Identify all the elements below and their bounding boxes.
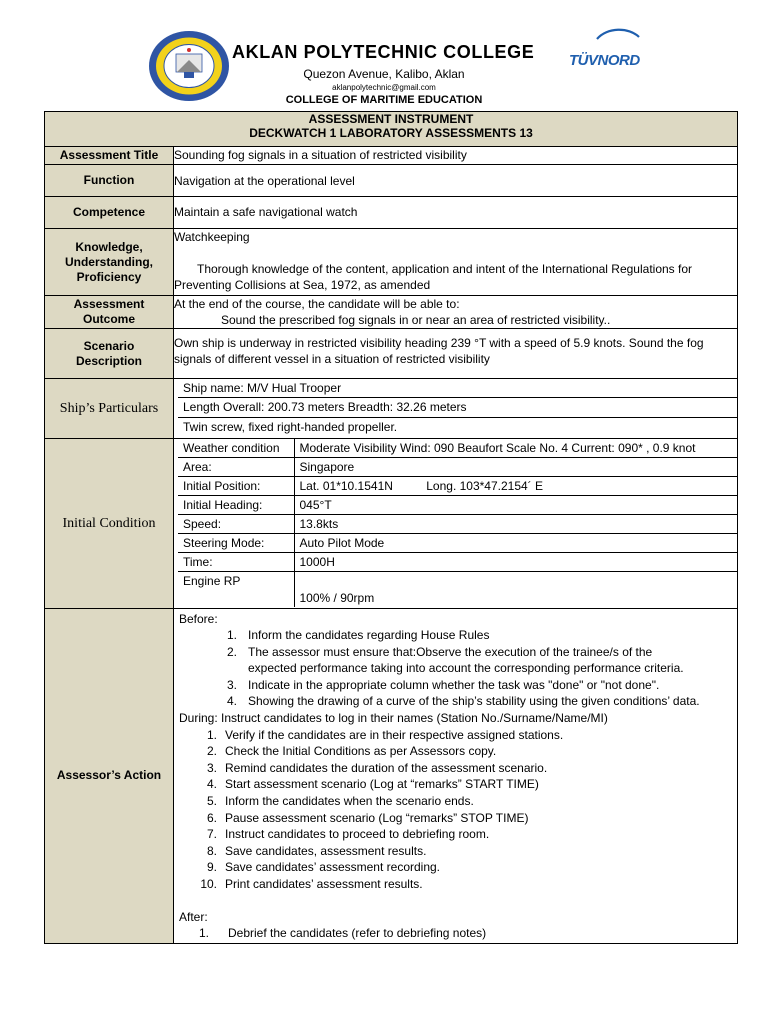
label-knowledge: Knowledge, Understanding, Proficiency xyxy=(45,229,174,296)
ship-name: Ship name: M/V Hual Trooper xyxy=(178,379,737,398)
condition-row: Weather condition Moderate Visibility Wind: 090 Beaufort Scale No. 4 Current: 090* , 0.9 knot xyxy=(178,439,737,458)
during-heading: During: Instruct candidates to log in their names (Station No./Surname/Name/MI) xyxy=(179,711,608,726)
department-name: COLLEGE OF MARITIME EDUCATION xyxy=(285,94,483,106)
value-assessor-action xyxy=(174,608,738,943)
row-knowledge xyxy=(45,229,738,296)
college-name: AKLAN POLYTECHNIC COLLEGE xyxy=(232,42,535,62)
value-outcome: At the end of the course, the candidate will be able to: Sound the prescribed fog signals in or near an area of restricted visibility.. xyxy=(174,296,738,329)
condition-row: Initial Position: Lat. 01*10.1541N Long. 103*47.2154´ E xyxy=(178,476,737,495)
title-row xyxy=(45,112,738,147)
college-email: aklanpolytechnic@gmail.com xyxy=(332,83,436,92)
initial-condition-cell xyxy=(174,438,738,608)
list-item: 4. Start assessment scenario (Log at “remarks” START TIME) xyxy=(206,777,539,792)
list-item: 1. Verify if the candidates are in their respective assigned stations. xyxy=(206,727,564,742)
value-scenario: Own ship is underway in restricted visibility heading 239 °T with a speed of 5.9 knots. Sound the fog signals of different vessel in a situation of restricted visibility xyxy=(174,329,738,379)
row-function xyxy=(45,165,738,197)
condition-row: Engine RP 100% / 90rpm xyxy=(178,571,737,607)
label-scenario: Scenario Description xyxy=(45,329,174,379)
list-item: 3. Indicate in the appropriate column whether the task was "done" or "not done". xyxy=(226,677,660,692)
label-initial-condition: Initial Condition xyxy=(45,438,174,608)
list-item: 9. Save candidates’ assessment recording. xyxy=(206,860,441,875)
title-line-1: ASSESSMENT INSTRUMENT xyxy=(308,112,474,126)
label-competence: Competence xyxy=(45,197,174,229)
row-outcome xyxy=(45,296,738,329)
tuv-nord-logo xyxy=(567,25,647,70)
value-competence: Maintain a safe navigational watch xyxy=(174,197,738,229)
tuv-nord-text: TÜVNORD xyxy=(569,52,640,69)
during-list xyxy=(179,727,732,893)
list-item: 6. Pause assessment scenario (Log “remarks” STOP TIME) xyxy=(206,810,529,825)
after-list xyxy=(179,925,732,942)
label-outcome: Assessment Outcome xyxy=(45,296,174,329)
row-ship-particulars xyxy=(45,379,738,439)
ship-particulars-cell xyxy=(174,379,738,439)
list-item: 3. Remind candidates the duration of the assessment scenario. xyxy=(206,760,548,775)
title-line-2: DECKWATCH 1 LABORATORY ASSESSMENTS 13 xyxy=(249,126,533,140)
value-knowledge: Watchkeeping Thorough knowledge of the content, application and intent of the International Regulations for Preventing Collisions at Sea, 1972, as amended xyxy=(174,229,738,296)
list-item: 10. Print candidates’ assessment results. xyxy=(200,877,423,891)
ship-propulsion: Twin screw, fixed right-handed propeller. xyxy=(178,418,737,438)
condition-row: Steering Mode: Auto Pilot Mode xyxy=(178,533,737,552)
list-item: 2. The assessor must ensure that:Observe the execution of the trainee/s of the expected performance taking into account the corresponding performance criteria. xyxy=(226,644,684,676)
label-assessment-title: Assessment Title xyxy=(45,147,174,165)
value-function: Navigation at the operational level xyxy=(174,165,738,197)
college-address: Quezon Avenue, Kalibo, Aklan xyxy=(303,67,465,81)
list-item: 1. Inform the candidates regarding House Rules xyxy=(226,628,490,643)
list-item: 5. Inform the candidates when the scenario ends. xyxy=(206,794,474,809)
row-competence xyxy=(45,197,738,229)
row-assessor-action xyxy=(45,608,738,943)
row-assessment-title xyxy=(45,147,738,165)
assessment-table xyxy=(44,111,738,944)
condition-row: Initial Heading: 045°T xyxy=(178,495,737,514)
condition-row: Speed: 13.8kts xyxy=(178,514,737,533)
after-heading: After: xyxy=(179,909,208,924)
label-assessor-action: Assessor’s Action xyxy=(45,608,174,943)
ship-dimensions: Length Overall: 200.73 meters Breadth: 32.26 meters xyxy=(178,398,737,418)
value-assessment-title: Sounding fog signals in a situation of restricted visibility xyxy=(174,147,738,165)
initial-condition-table xyxy=(178,439,737,608)
list-item: 1. Debrief the candidates (refer to debriefing notes) xyxy=(198,926,487,941)
list-item: 4. Showing the drawing of a curve of the ship’s stability using the given conditions’ data. xyxy=(226,694,700,709)
list-item: 7. Instruct candidates to proceed to debriefing room. xyxy=(206,827,490,842)
instrument-title xyxy=(45,112,738,147)
list-item: 8. Save candidates, assessment results. xyxy=(206,843,427,858)
row-scenario xyxy=(45,329,738,379)
row-initial-condition xyxy=(45,438,738,608)
condition-row: Time: 1000H xyxy=(178,552,737,571)
before-heading: Before: xyxy=(179,611,218,626)
before-list xyxy=(179,627,732,710)
ship-particulars-table xyxy=(178,379,737,438)
label-function: Function xyxy=(45,165,174,197)
list-item: 2. Check the Initial Conditions as per Assessors copy. xyxy=(206,744,497,759)
knowledge-heading: Watchkeeping xyxy=(174,230,250,244)
condition-row: Area: Singapore xyxy=(178,457,737,476)
label-ship-particulars: Ship’s Particulars xyxy=(45,379,174,439)
